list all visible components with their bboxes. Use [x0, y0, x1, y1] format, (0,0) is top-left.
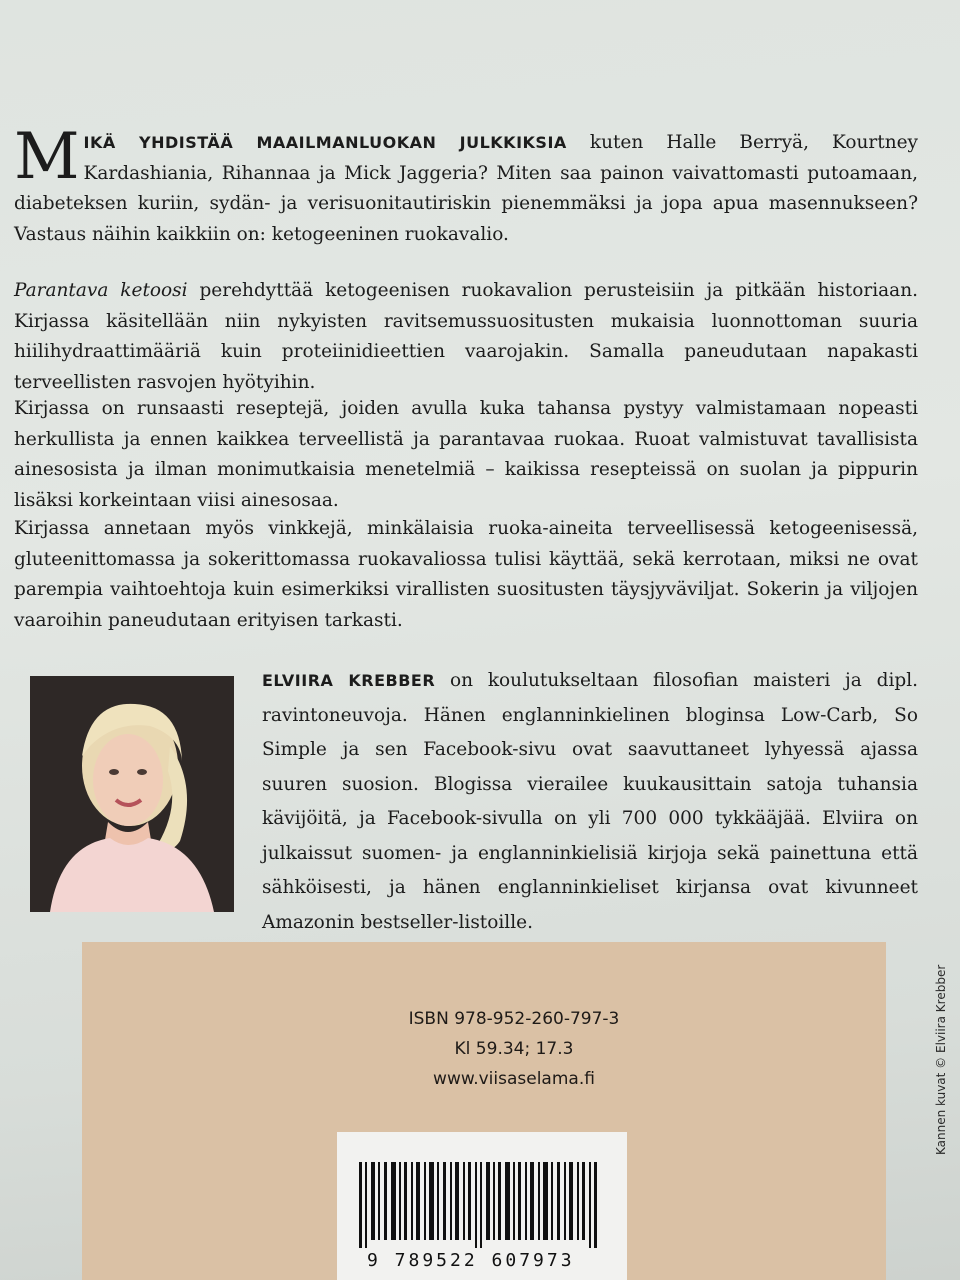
publisher-website: www.viisaselama.fi — [433, 1069, 595, 1089]
bio-text: on koulutukseltaan filosofian maisteri ja dipl. ravintoneuvoja. Hänen englanninkielinen bloginsa Low-Carb, So Simple ja sen Facebook-sivu ovat saavuttaneet lyhyessä ajassa suuren suosion. Blogissa vierailee kuukausittain satoja tuhansia kävijöitä, ja Facebook-sivulla on yli 700 000 tykkääjää. Elviira on julkaissut suomen- ja englanninkielisiä kirjoja sekä painettuna että sähköisesti, ja hänen englanninkieliset kirjansa ovat kivunneet Amazonin bestseller-listoille. — [262, 670, 918, 933]
drop-cap: M — [14, 120, 80, 194]
book-title: Parantava ketoosi — [14, 280, 188, 301]
publication-info-box — [82, 942, 886, 1280]
intro-paragraph — [14, 120, 919, 250]
author-name: ELVIIRA KREBBER — [262, 671, 436, 690]
barcode-digits: 9 789522 607973 — [367, 1250, 575, 1271]
author-bio — [262, 664, 918, 940]
publication-details — [82, 1004, 886, 1094]
paragraph-recipes: Kirjassa on runsaasti reseptejä, joiden avulla kuka tahansa pystyy valmistamaan nopeasti herkullista ja ennen kaikkea terveellistä ja parantavaa ruokaa. Ruoat valmistuvat tavallisista ainesosista ja ilman monimutkaisia menetelmiä – kaikissa resepteissä on suolan ja pippurin lisäksi korkeintaan viisi ainesosaa. — [14, 398, 918, 511]
paragraph-text: perehdyttää ketogeenisen ruokavalion perusteisiin ja pitkään historiaan. Kirjassa käsitellään niin nykyisten ravitsemussuositusten mukaisia luonnottoman suuria hiilihydraattimääriä kuin proteiinidieettien vaarojakin. Samalla paneudutaan napakasti terveellisten rasvojen hyötyihin. — [14, 280, 918, 393]
library-classification: Kl 59.34; 17.3 — [454, 1039, 574, 1059]
cover-photo-credit: Kannen kuvat © Elviira Krebber — [934, 964, 948, 1155]
intro-lead: IKÄ YHDISTÄÄ MAAILMANLUOKAN JULKKIKSIA — [83, 133, 567, 152]
barcode — [337, 1132, 627, 1280]
intro-text: kuten Halle Berryä, Kourtney Kardashiania, Rihannaa ja Mick Jaggeria? Miten saa painon vaivattomasti putoamaan, diabeteksen kuriin, sydän- ja verisuonitautiriskin pienemmäksi ja jopa apua masennukseen? Vastaus näihin kaikkiin on: ketogeeninen ruokavalio. — [14, 132, 919, 245]
barcode-bars — [357, 1162, 607, 1248]
author-photo — [30, 676, 234, 912]
isbn: ISBN 978-952-260-797-3 — [408, 1009, 620, 1029]
paragraph-book-intro — [14, 276, 918, 398]
paragraph-tips: Kirjassa annetaan myös vinkkejä, minkälaisia ruoka-aineita terveellisessä ketogeenisessä, gluteenittomassa ja sokerittomassa ruokavaliossa tulisi käyttää, sekä kerrotaan, miksi ne ovat parempia vaihtoehtoja kuin esimerkiksi virallisten suositusten täysjyväviljat. Sokerin ja viljojen vaaroihin paneudutaan erityisen tarkasti. — [14, 518, 918, 631]
